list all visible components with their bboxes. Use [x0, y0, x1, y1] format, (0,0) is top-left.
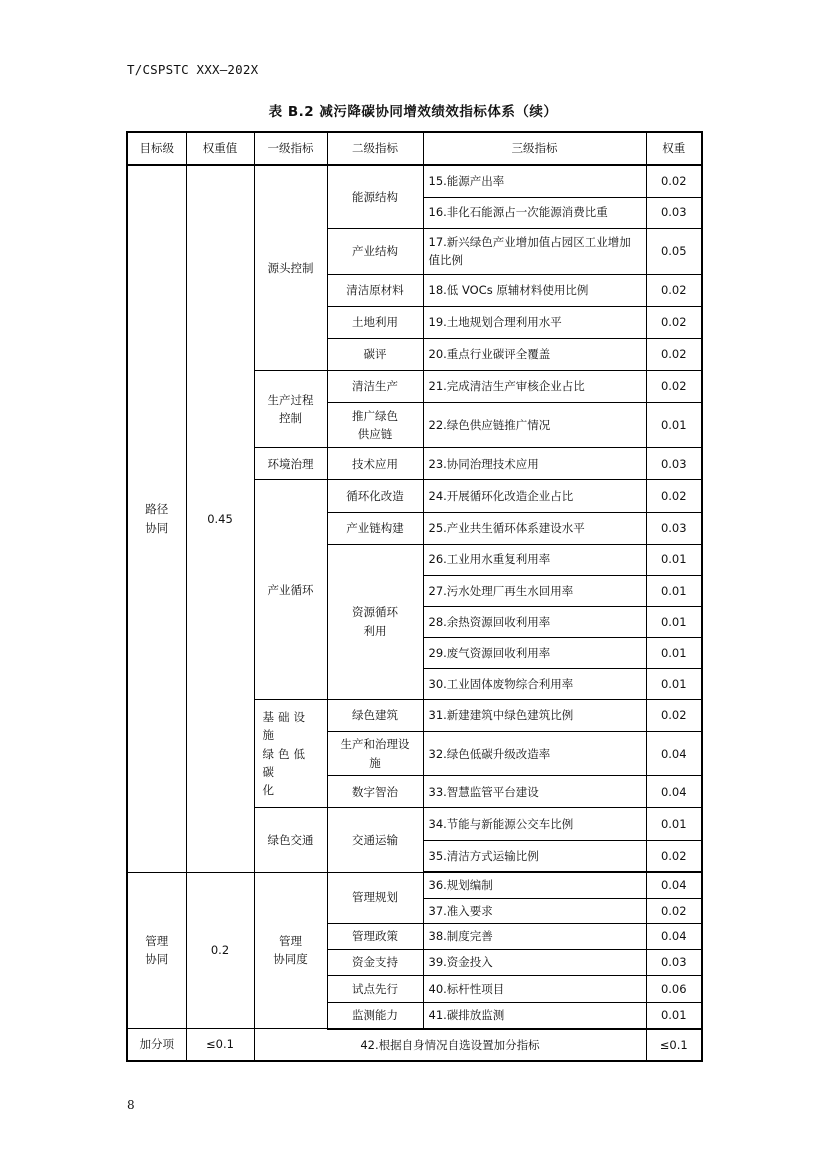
level3-cell: 26.工业用水重复利用率 [423, 544, 646, 575]
level3-cell: 16.非化石能源占一次能源消费比重 [423, 197, 646, 228]
weight-cell: 0.01 [646, 637, 702, 668]
weight-value-cell: 0.45 [186, 165, 254, 872]
table-caption: 表 B.2 减污降碳协同增效绩效指标体系（续） [268, 104, 558, 120]
level3-cell: 28.余热资源回收利用率 [423, 606, 646, 637]
level1-cell: 管理 协同度 [254, 872, 327, 1028]
weight-cell: 0.02 [646, 339, 702, 371]
level2-cell: 交通运输 [327, 808, 423, 872]
weight-cell: 0.01 [646, 1003, 702, 1029]
table-row [127, 872, 702, 898]
level3-cell: 35.清洁方式运输比例 [423, 840, 646, 872]
weight-cell: 0.03 [646, 949, 702, 975]
level2-cell: 产业结构 [327, 228, 423, 274]
weight-value-cell: ≤0.1 [186, 1029, 254, 1061]
level3-cell: 17.新兴绿色产业增加值占园区工业增加值比例 [423, 228, 646, 274]
weight-cell: 0.01 [646, 669, 702, 700]
level2-cell: 管理规划 [327, 872, 423, 923]
level2-cell: 资金支持 [327, 949, 423, 975]
level1-cell: 基础设施 绿色低碳 化 [254, 700, 327, 808]
weight-cell: 0.02 [646, 700, 702, 732]
level3-cell: 38.制度完善 [423, 923, 646, 949]
target-level-cell: 路径 协同 [127, 165, 186, 872]
level3-cell: 41.碳排放监测 [423, 1003, 646, 1029]
level2-cell: 资源循环 利用 [327, 544, 423, 699]
level2-cell: 清洁原材料 [327, 274, 423, 306]
indicator-table [126, 131, 703, 1062]
weight-cell: 0.06 [646, 975, 702, 1002]
weight-cell: 0.03 [646, 512, 702, 544]
level3-cell: 21.完成清洁生产审核企业占比 [423, 371, 646, 403]
weight-cell: 0.02 [646, 898, 702, 923]
weight-cell: 0.05 [646, 228, 702, 274]
page-number: 8 [127, 1098, 135, 1112]
level1-cell: 环境治理 [254, 448, 327, 480]
level3-cell: 31.新建建筑中绿色建筑比例 [423, 700, 646, 732]
column-header: 权重值 [186, 132, 254, 165]
column-header: 目标级 [127, 132, 186, 165]
table-header-row [127, 132, 702, 165]
level1-cell: 生产过程 控制 [254, 371, 327, 448]
weight-cell: 0.03 [646, 197, 702, 228]
level2-cell: 推广绿色 供应链 [327, 403, 423, 448]
level3-cell: 24.开展循环化改造企业占比 [423, 480, 646, 512]
level2-cell: 土地利用 [327, 306, 423, 338]
weight-cell: 0.02 [646, 165, 702, 197]
level3-cell: 18.低 VOCs 原辅材料使用比例 [423, 274, 646, 306]
level2-cell: 管理政策 [327, 923, 423, 949]
target-level-cell: 加分项 [127, 1029, 186, 1061]
weight-cell: 0.02 [646, 371, 702, 403]
weight-cell: 0.02 [646, 306, 702, 338]
weight-cell: 0.04 [646, 776, 702, 808]
level3-cell: 30.工业固体废物综合利用率 [423, 669, 646, 700]
level2-cell: 能源结构 [327, 165, 423, 228]
weight-cell: 0.02 [646, 840, 702, 872]
level2-cell: 技术应用 [327, 448, 423, 480]
level1-cell: 源头控制 [254, 165, 327, 371]
level2-cell: 循环化改造 [327, 480, 423, 512]
weight-cell: 0.01 [646, 606, 702, 637]
weight-cell: 0.01 [646, 403, 702, 448]
column-header: 一级指标 [254, 132, 327, 165]
level2-cell: 监测能力 [327, 1003, 423, 1029]
level3-cell: 19.土地规划合理利用水平 [423, 306, 646, 338]
column-header: 二级指标 [327, 132, 423, 165]
bonus-row [127, 1029, 702, 1061]
level3-cell: 37.准入要求 [423, 898, 646, 923]
level3-cell: 15.能源产出率 [423, 165, 646, 197]
weight-cell: 0.03 [646, 448, 702, 480]
weight-cell: 0.01 [646, 575, 702, 606]
level2-cell: 数字智治 [327, 776, 423, 808]
level2-cell: 碳评 [327, 339, 423, 371]
level3-cell: 36.规划编制 [423, 872, 646, 898]
level1-cell: 绿色交通 [254, 808, 327, 872]
table-row [127, 165, 702, 197]
level3-cell: 23.协同治理技术应用 [423, 448, 646, 480]
weight-cell: 0.01 [646, 808, 702, 840]
column-header: 权重 [646, 132, 702, 165]
bonus-indicator-cell: 42.根据自身情况自选设置加分指标 [254, 1029, 646, 1061]
level3-cell: 34.节能与新能源公交车比例 [423, 808, 646, 840]
weight-value-cell: 0.2 [186, 872, 254, 1028]
level2-cell: 清洁生产 [327, 371, 423, 403]
weight-cell: 0.04 [646, 732, 702, 776]
level2-cell: 生产和治理设 施 [327, 732, 423, 776]
level2-cell: 试点先行 [327, 975, 423, 1002]
level3-cell: 29.废气资源回收利用率 [423, 637, 646, 668]
weight-cell: 0.04 [646, 872, 702, 898]
level3-cell: 20.重点行业碳评全覆盖 [423, 339, 646, 371]
weight-cell: ≤0.1 [646, 1029, 702, 1061]
level3-cell: 22.绿色供应链推广情况 [423, 403, 646, 448]
level1-cell: 产业循环 [254, 480, 327, 700]
level2-cell: 绿色建筑 [327, 700, 423, 732]
target-level-cell: 管理 协同 [127, 872, 186, 1028]
column-header: 三级指标 [423, 132, 646, 165]
level3-cell: 32.绿色低碳升级改造率 [423, 732, 646, 776]
level3-cell: 33.智慧监管平台建设 [423, 776, 646, 808]
level3-cell: 25.产业共生循环体系建设水平 [423, 512, 646, 544]
weight-cell: 0.01 [646, 544, 702, 575]
weight-cell: 0.02 [646, 480, 702, 512]
weight-cell: 0.04 [646, 923, 702, 949]
level3-cell: 39.资金投入 [423, 949, 646, 975]
level3-cell: 27.污水处理厂再生水回用率 [423, 575, 646, 606]
level3-cell: 40.标杆性项目 [423, 975, 646, 1002]
level2-cell: 产业链构建 [327, 512, 423, 544]
weight-cell: 0.02 [646, 274, 702, 306]
standard-code: T/CSPSTC XXX—202X [127, 62, 259, 77]
